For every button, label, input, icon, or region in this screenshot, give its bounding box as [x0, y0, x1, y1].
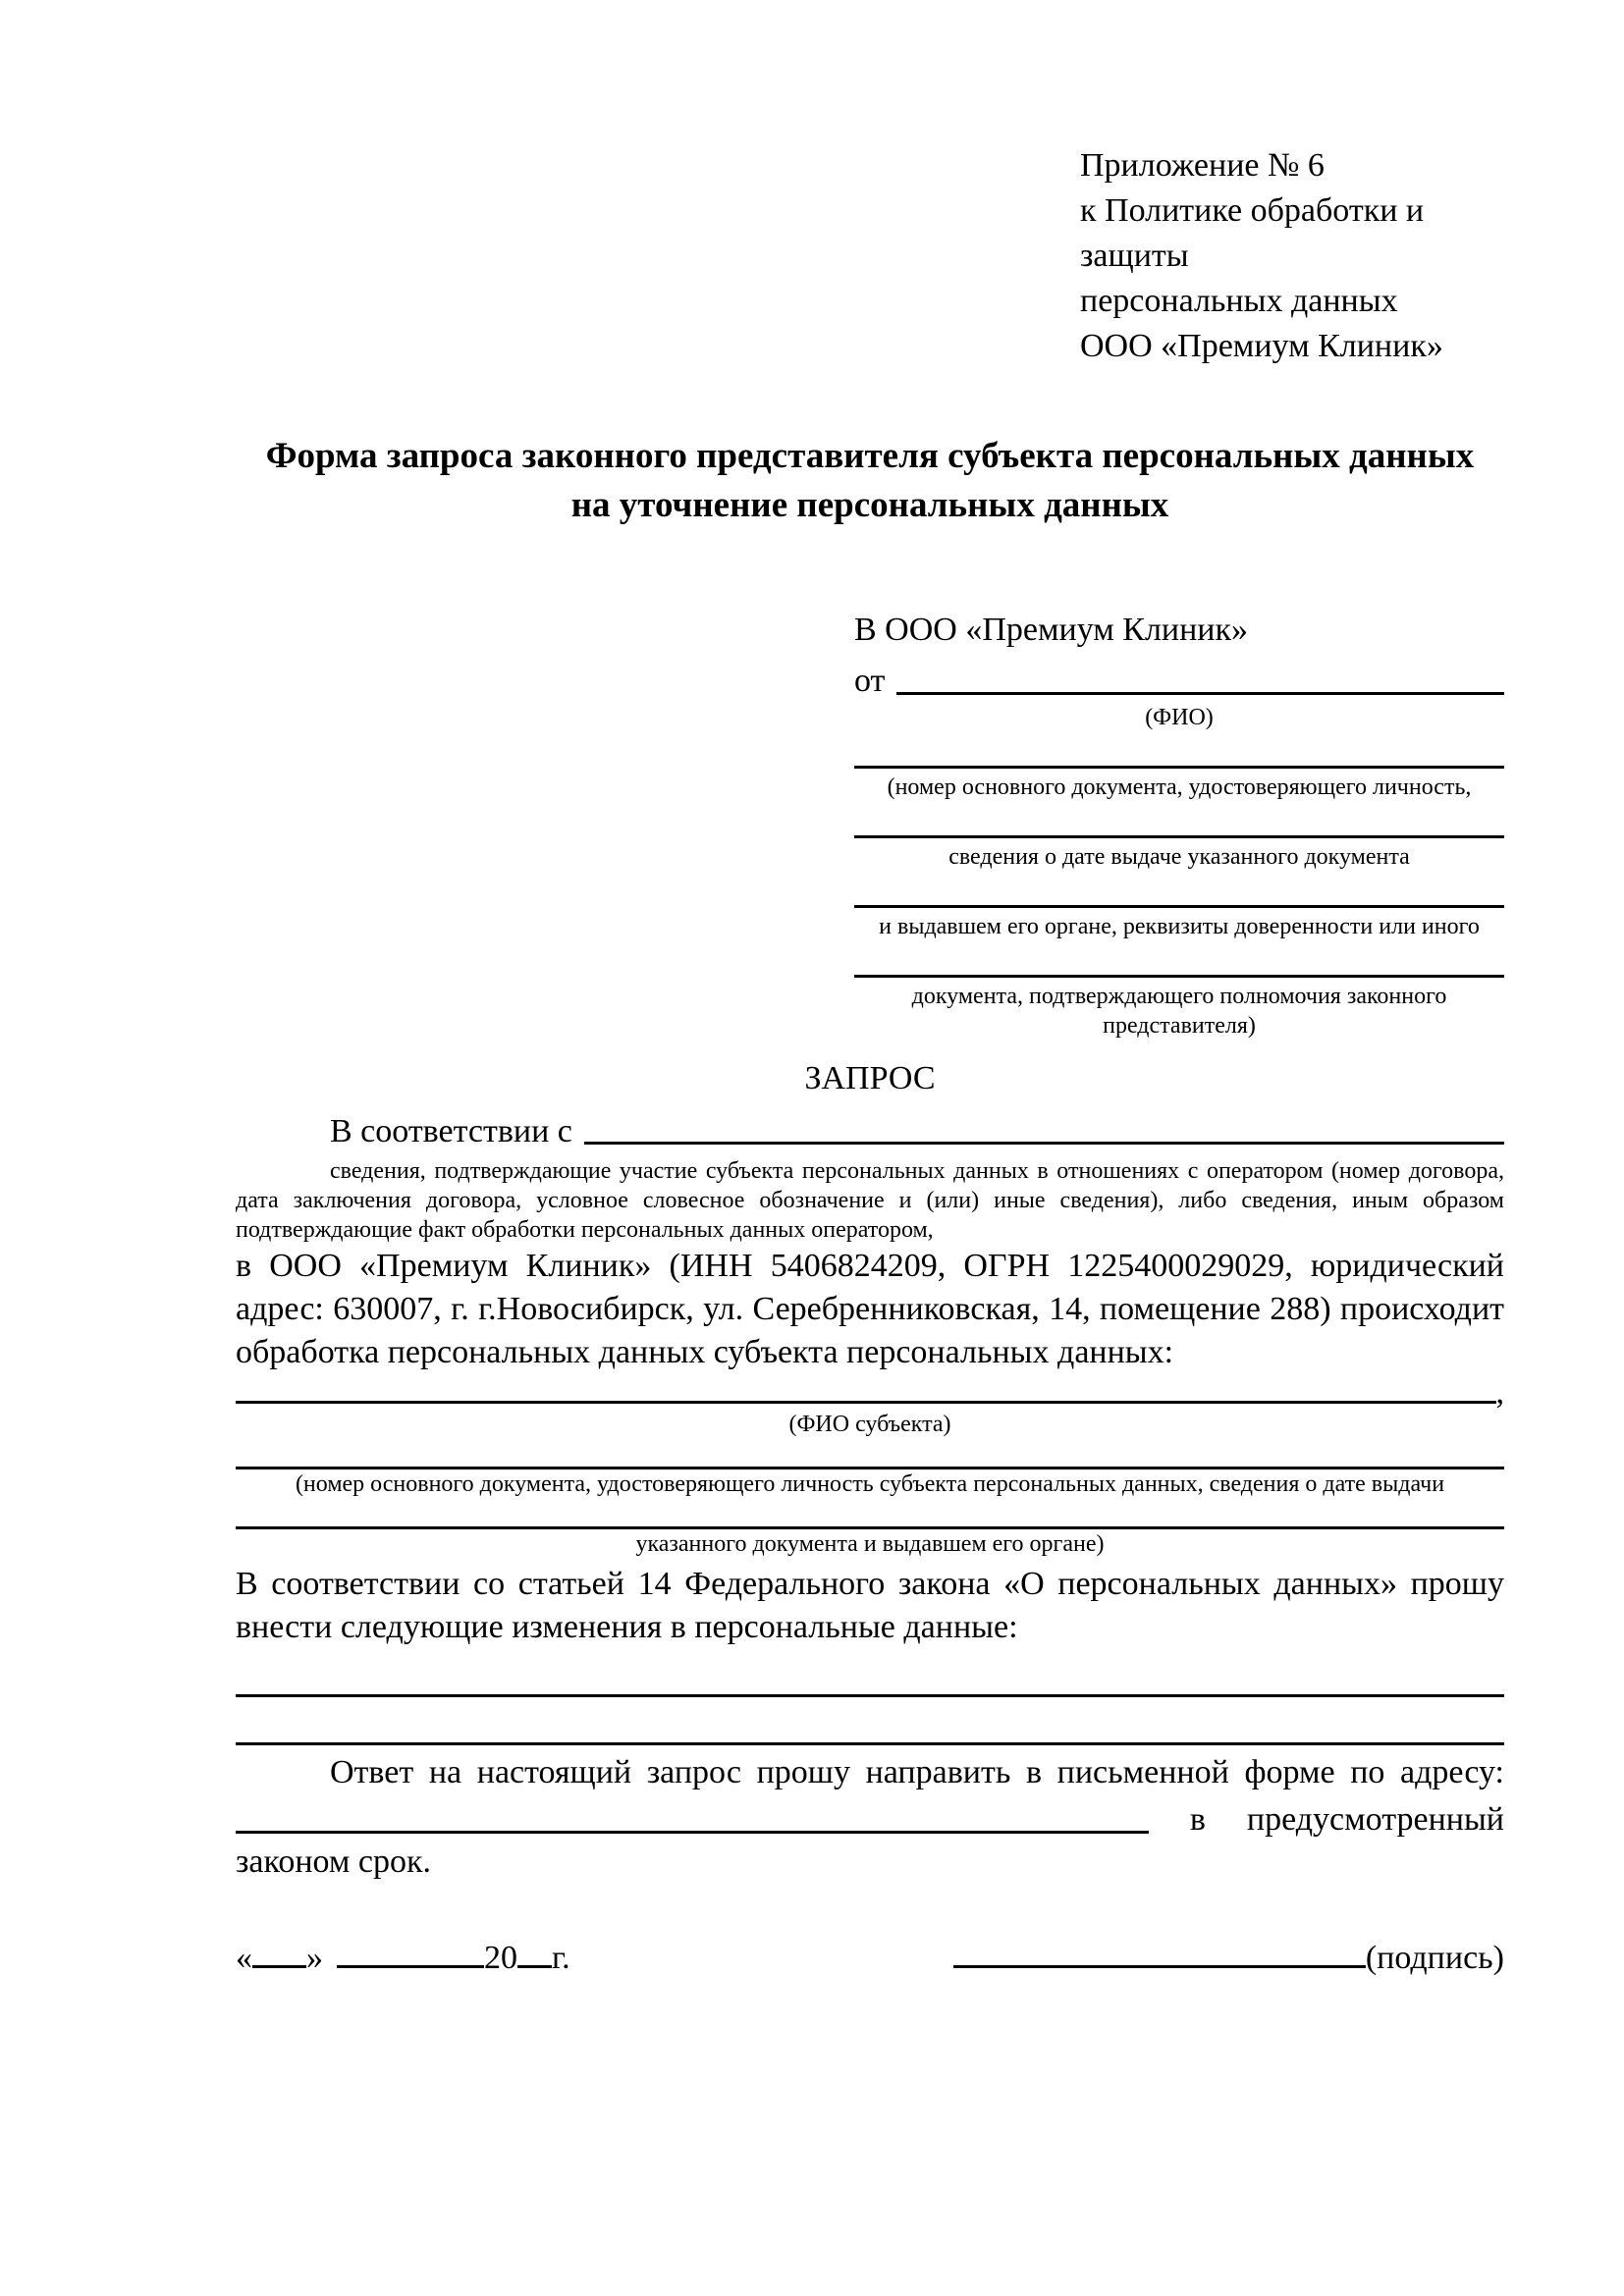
- representative-document-field-3: [854, 905, 1504, 941]
- document-title: [236, 432, 1504, 530]
- subject-document-caption-2: указанного документа и выдавшем его органе): [635, 1531, 1105, 1557]
- from-label: от: [854, 663, 886, 699]
- field-caption-4: документа, подтверждающего полномочия законного представителя): [911, 984, 1447, 1039]
- signature-caption: (подпись): [1365, 1940, 1504, 1976]
- signature-blank-line[interactable]: [953, 1965, 1366, 1968]
- representative-document-blank-line-2[interactable]: [854, 835, 1504, 838]
- footer-row: [236, 1936, 1504, 1981]
- response-address-blank-line[interactable]: [236, 1831, 1149, 1834]
- response-paragraph: Ответ на настоящий запрос прошу направить в письменной форме по адресу:: [330, 1754, 1504, 1790]
- document-title-line-1: Форма запроса законного представителя субъекта персональных данных: [265, 436, 1475, 476]
- trailing-comma: ,: [1495, 1374, 1504, 1411]
- subject-fio-caption: (ФИО субъекта): [788, 1412, 951, 1437]
- fio-caption: (ФИО): [1145, 705, 1214, 730]
- signature-group: [953, 1936, 1504, 1981]
- date-open-quote: «: [236, 1940, 252, 1976]
- response-tail-word-1: в: [1189, 1801, 1206, 1838]
- subject-document-caption-1: (номер основного документа, удостоверяющего личность субъекта персональных данных, сведения о дате выдачи: [295, 1471, 1445, 1497]
- from-row: [854, 656, 1504, 701]
- document-title-line-2: на уточнение персональных данных: [570, 485, 1169, 525]
- year-blank-line[interactable]: [517, 1965, 552, 1968]
- representative-document-blank-line-1[interactable]: [854, 766, 1504, 769]
- day-blank-line[interactable]: [252, 1965, 306, 1968]
- representative-document-field-2: [854, 835, 1504, 872]
- in-accordance-row: [236, 1107, 1504, 1150]
- subject-fio-row: [236, 1374, 1504, 1410]
- appendix-header-line-4: ООО «Премиум Клиник»: [1080, 328, 1443, 364]
- representative-document-blank-line-3[interactable]: [854, 905, 1504, 908]
- appendix-header-line-3: персональных данных: [1080, 283, 1398, 319]
- appendix-header: [1080, 143, 1504, 369]
- field-caption-1: (номер основного документа, удостоверяющего личность,: [887, 774, 1472, 800]
- in-accordance-label: В соответствии с: [330, 1113, 572, 1149]
- field-caption-3: и выдавшем его органе, реквизиты доверенности или иного: [879, 914, 1480, 939]
- date-close-quote: »: [306, 1940, 323, 1976]
- agreement-details-blank-line[interactable]: [584, 1142, 1504, 1145]
- subject-fio-blank-line[interactable]: [236, 1401, 1496, 1404]
- representative-document-blank-line-4[interactable]: [854, 975, 1504, 978]
- request-heading: ЗАПРОС: [804, 1060, 936, 1096]
- response-address-row: [236, 1794, 1504, 1840]
- representative-document-field-4: [854, 975, 1504, 1041]
- field-caption-2: сведения о дате выдаче указанного документа: [948, 844, 1410, 870]
- year-suffix: г.: [552, 1940, 570, 1976]
- appendix-header-line-1: Приложение № 6: [1080, 147, 1325, 184]
- changes-blank-line-1[interactable]: [236, 1694, 1504, 1697]
- representative-fio-blank-line[interactable]: [896, 692, 1504, 695]
- addressee-block: [854, 609, 1504, 1041]
- addressee-organization: В ООО «Премиум Клиник»: [854, 612, 1249, 648]
- agreement-details-note: сведения, подтверждающие участие субъекта персональных данных в отношениях с оператором (номер договора, дата заключения договора, условное словесное обозначение и (или) иные сведения), либо сведения, иным образом подтверждающие факт обработки персональных данных оператором,: [236, 1158, 1504, 1243]
- operator-paragraph: в ООО «Премиум Клиник» (ИНН 5406824209, ОГРН 1225400029029, юридический адрес: 630007, г. г.Новосибирск, ул. Серебренниковская, 14, помещение 288) происходит обработка персональных данных субъекта персональных данных:: [236, 1248, 1504, 1370]
- year-prefix: 20: [484, 1940, 517, 1976]
- changes-blank-line-2[interactable]: [236, 1742, 1504, 1745]
- response-end: законом срок.: [236, 1843, 431, 1880]
- article14-paragraph: В соответствии со статьей 14 Федерального закона «О персональных данных» прошу внести следующие изменения в персональные данные:: [236, 1566, 1504, 1645]
- representative-document-field-1: [854, 766, 1504, 802]
- date-group: [236, 1936, 570, 1981]
- month-blank-line[interactable]: [337, 1965, 484, 1968]
- response-tail-word-2: предусмотренный: [1246, 1801, 1504, 1838]
- appendix-header-line-2: к Политике обработки и защиты: [1080, 192, 1425, 274]
